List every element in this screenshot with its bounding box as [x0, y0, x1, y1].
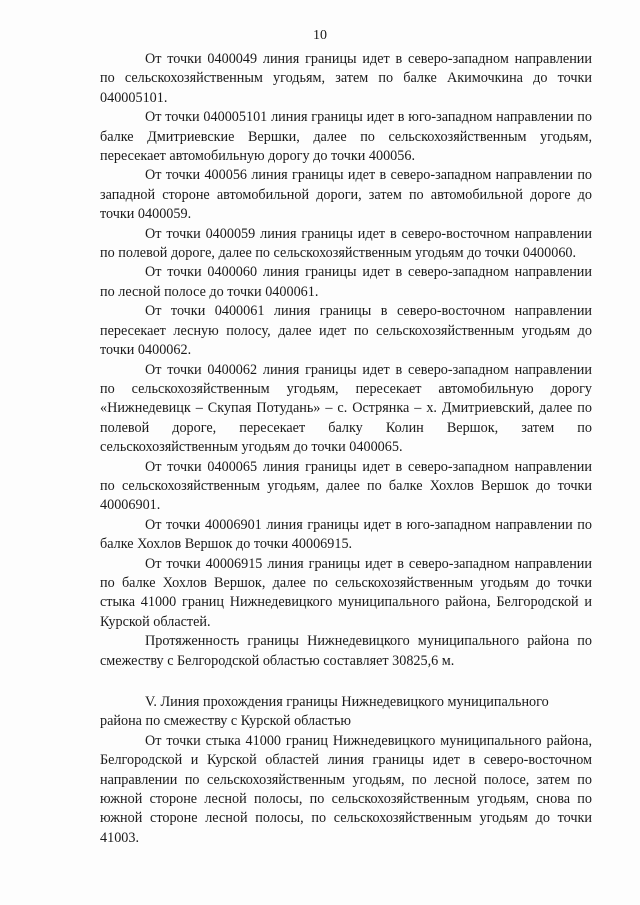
section-spacer — [100, 671, 592, 693]
paragraph-point-0400065: От точки 0400065 линия границы идет в северо-западном направлении по сельскохозяйственным угодьям, далее по балке Хохлов Вершок до точки 40006901. — [100, 458, 592, 514]
paragraph-point-0400059: От точки 0400059 линия границы идет в северо-восточном направлении по полевой дороге, далее по сельскохозяйственным угодьям до точки 0400060. — [100, 225, 592, 262]
paragraph-point-0400061: От точки 0400061 линия границы в северо-восточном направлении пересекает лесную полосу, далее идет по сельскохозяйственным угодьям до точки 0400062. — [100, 303, 592, 359]
paragraph-point-0400049: От точки 0400049 линия границы идет в северо-западном направлении по сельскохозяйственным угодьям, затем по балке Акимочкина до точки 040005101. — [100, 51, 592, 106]
paragraph-point-40006901: От точки 40006901 линия границы идет в юго-западном направлении по балке Хохлов Вершок до точки 40006915. — [100, 516, 592, 553]
paragraph-point-40006915: От точки 40006915 линия границы идет в северо-западном направлении по балке Хохлов Вершок, далее по сельскохозяйственным угодьям до точки стыка 41000 границ Нижнедевицкого муниципального района, Белгородской и Курской областей. — [100, 555, 592, 630]
section-heading: V. Линия прохождения границы Нижнедевицкого муниципального района по смежеству с Курской областью — [100, 694, 549, 730]
paragraph-point-400056: От точки 400056 линия границы идет в северо-западном направлении по западной стороне автомобильной дороги, затем по автомобильной дороге до точки 0400059. — [100, 167, 592, 223]
paragraph-point-0400060: От точки 0400060 линия границы идет в северо-западном направлении по лесной полосе до точки 0400061. — [100, 264, 592, 300]
paragraph-point-41000: От точки стыка 41000 границ Нижнедевицкого муниципального района, Белгородской и Курской областей линия границы идет в северо-восточном направлении по сельскохозяйственным угодьям, по лесной полосе, затем по южной стороне лесной полосы, по сельскохозяйственным угодьям, снова по южной стороне лесной полосы, по сельскохозяйственным угодьям до точки 41003. — [100, 732, 592, 846]
document-body — [100, 50, 592, 848]
paragraph-border-length: Протяженность границы Нижнедевицкого муниципального района по смежеству с Белгородской областью составляет 30825,6 м. — [100, 633, 592, 669]
page-number: 10 — [313, 28, 327, 43]
paragraph-point-0400062: От точки 0400062 линия границы идет в северо-западном направлении по сельскохозяйственным угодьям, пересекает автомобильную дорогу «Нижнедевицк – Скупая Потудань» – с. Острянка – х. Дмитриевский, далее по полевой дороге, пересекает балку Колин Вершок, затем по сельскохозяйственным угодьям до точки 0400065. — [100, 361, 592, 456]
paragraph-point-040005101: От точки 040005101 линия границы идет в юго-западном направлении по балке Дмитриевские Вершки, далее по сельскохозяйственным угодьям, пересекает автомобильную дорогу до точки 400056. — [100, 109, 592, 165]
